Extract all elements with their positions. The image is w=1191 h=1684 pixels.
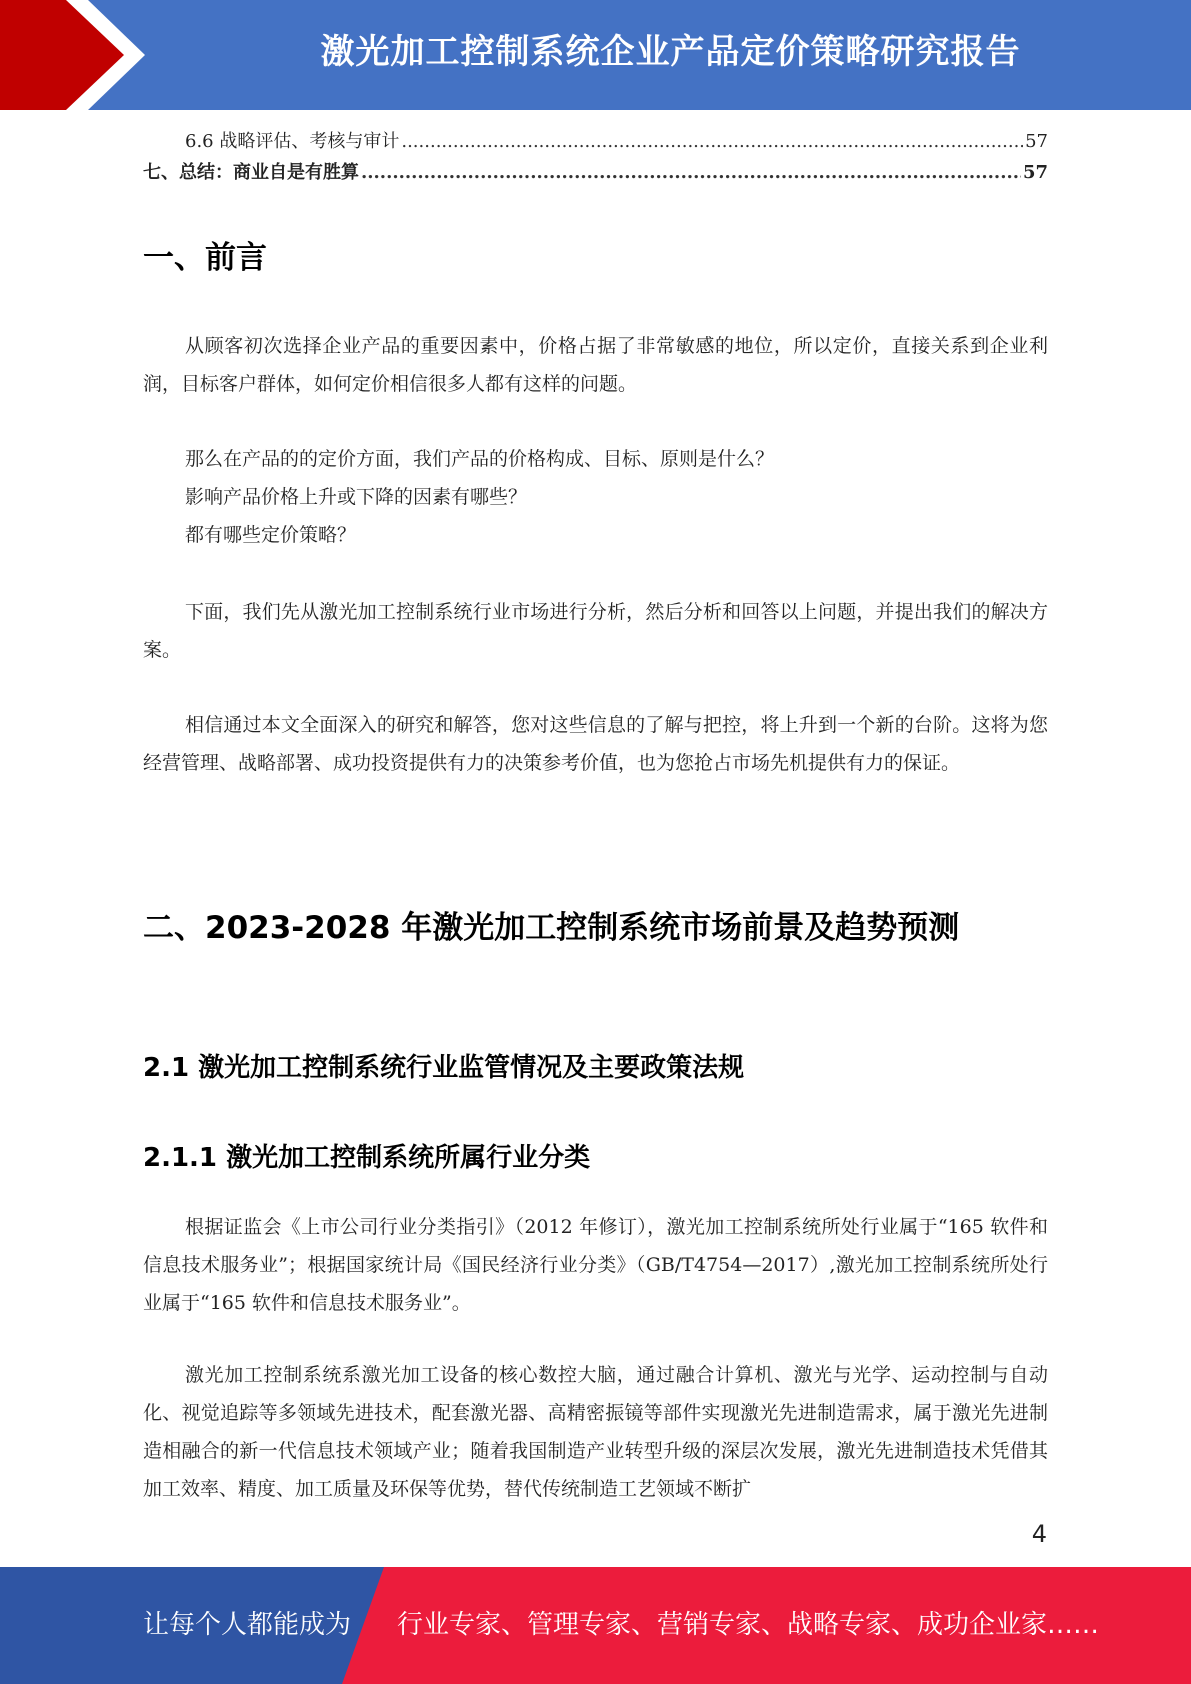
intro-paragraph-1: 从顾客初次选择企业产品的重要因素中，价格占据了非常敏感的地位，所以定价，直接关系到企业利润，目标客户群体，如何定价相信很多人都有这样的问题。 (143, 335, 1048, 395)
intro-question-1: 那么在产品的的定价方面，我们产品的价格构成、目标、原则是什么？ (185, 448, 775, 470)
toc-leader-dots (401, 131, 1023, 152)
intro-question-2: 影响产品价格上升或下降的因素有哪些？ (185, 486, 528, 508)
report-title: 激光加工控制系统企业产品定价策略研究报告 (320, 32, 1021, 72)
toc-entry[interactable] (143, 158, 1048, 189)
intro-paragraph-3: 相信通过本文全面深入的研究和解答，您对这些信息的了解与把控，将上升到一个新的台阶。这将为您经营管理、战略部署、成功投资提供有力的决策参考价值，也为您抢占市场先机提供有力的保证。 (143, 714, 1048, 774)
header-banner (0, 0, 1191, 110)
market-paragraph-2: 激光加工控制系统系激光加工设备的核心数控大脑，通过融合计算机、激光与光学、运动控制与自动化、视觉追踪等多领域先进技术，配套激光器、高精密振镜等部件实现激光先进制造需求，属于激光先进制造相融合的新一代信息技术领域产业；随着我国制造产业转型升级的深层次发展，激光先进制造技术凭借其加工效率、精度、加工质量及环保等优势，替代传统制造工艺领域不断扩 (143, 1364, 1048, 1500)
footer-slogan-left: 让每个人都能成为 (143, 1610, 352, 1640)
footer-slogan-right: 行业专家、管理专家、营销专家、战略专家、成功企业家…… (397, 1610, 1100, 1640)
toc-leader-dots (361, 162, 1021, 183)
intro-paragraph-2: 下面，我们先从激光加工控制系统行业市场进行分析，然后分析和回答以上问题，并提出我们的解决方案。 (143, 601, 1048, 661)
section-heading-market: 二、2023-2028 年激光加工控制系统市场前景及趋势预测 (143, 910, 960, 946)
subsection-heading-2-1-1: 2.1.1 激光加工控制系统所属行业分类 (143, 1143, 591, 1173)
toc-entry-page: 57 (1025, 131, 1048, 152)
footer-banner (0, 1567, 1191, 1684)
chevron-arrow-icon (0, 0, 160, 110)
toc-entry[interactable] (143, 127, 1048, 158)
section-heading-intro: 一、前言 (143, 240, 267, 276)
table-of-contents (143, 127, 1048, 189)
subsection-heading-2-1: 2.1 激光加工控制系统行业监管情况及主要政策法规 (143, 1053, 745, 1083)
toc-entry-title: 6.6 战略评估、考核与审计 (185, 131, 400, 152)
market-paragraph-1: 根据证监会《上市公司行业分类指引》（2012 年修订），激光加工控制系统所处行业属于“165 软件和信息技术服务业”；根据国家统计局《国民经济行业分类》（GB/T4754—2017）,激光加工控制系统所处行业属于“165 软件和信息技术服务业”。 (143, 1216, 1048, 1314)
toc-entry-title: 七、总结：商业自是有胜算 (143, 162, 359, 183)
intro-question-3: 都有哪些定价策略？ (185, 524, 357, 546)
toc-entry-page: 57 (1022, 162, 1048, 183)
page-number: 4 (1031, 1520, 1047, 1548)
